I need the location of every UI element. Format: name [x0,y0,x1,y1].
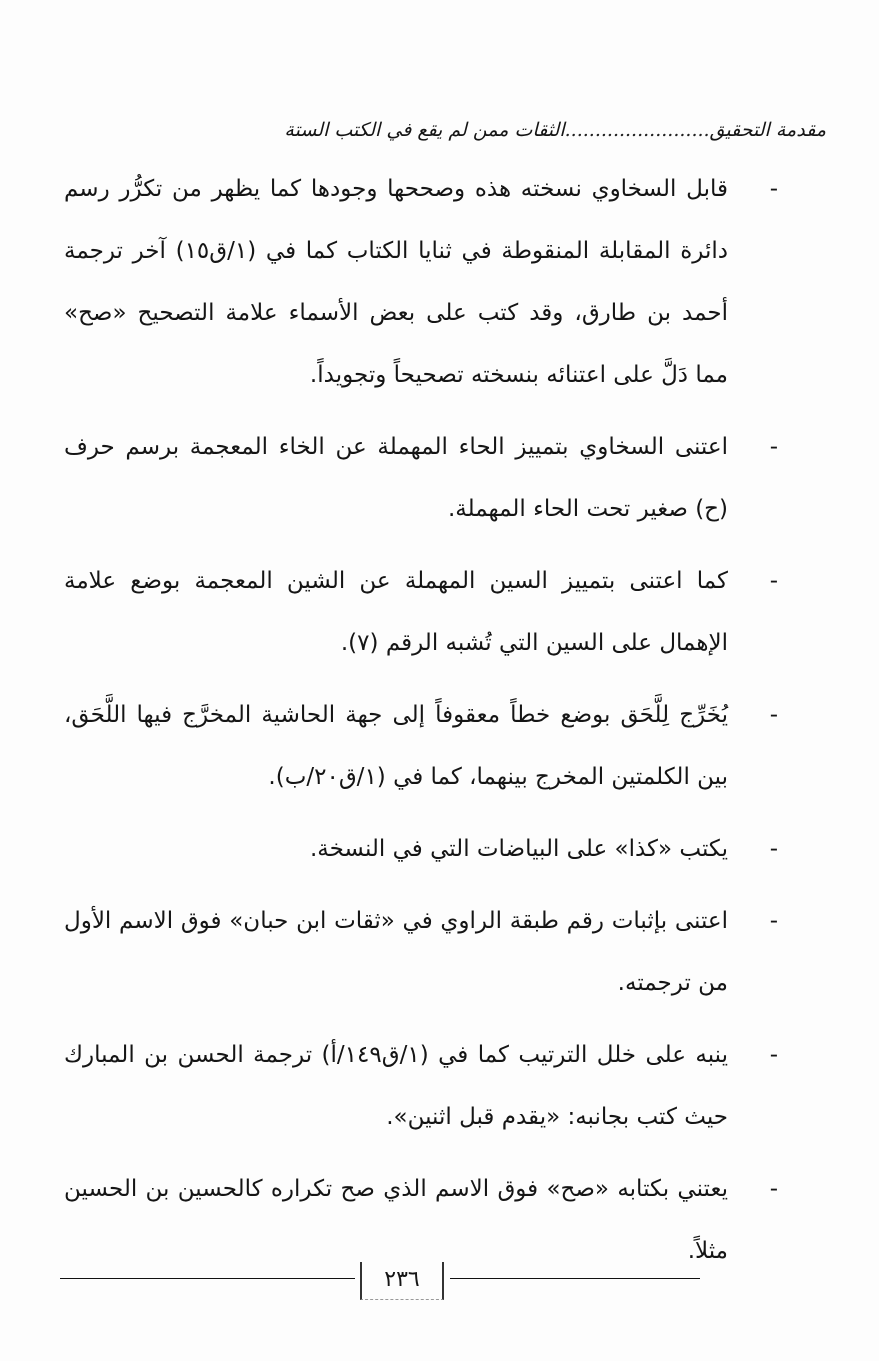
bullet-dash: - [769,568,778,594]
running-header [118,112,826,148]
bullet-list [64,158,778,1292]
list-item [64,890,778,1014]
header-chapter-title: مقدمة التحقيق [709,119,826,141]
list-item [64,1024,778,1148]
list-item-text: يعتني بكتابه «صح» فوق الاسم الذي صح تكراره كالحسين بن الحسين مثلاً. [64,1176,728,1264]
bullet-dash: - [769,836,778,862]
list-item-text: ينبه على خلل الترتيب كما في (١/ق١٤٩/أ) ترجمة الحسن بن المبارك حيث كتب بجانبه: «يقدم قبل اثنين». [64,1042,729,1130]
list-item-text: يُخَرِّج لِلَّحَق بوضع خطاً معقوفاً إلى جهة الحاشية المخرَّج فيها اللَّحَق، بين الكلمتين المخرج بينهما، كما في (١/ق٢٠/ب). [64,702,728,790]
bullet-dash: - [769,176,778,202]
list-item [64,550,778,674]
list-item [64,818,778,880]
list-item-text: اعتنى السخاوي بتمييز الحاء المهملة عن الخاء المعجمة برسم حرف (ح) صغير تحت الحاء المهملة. [64,434,728,522]
bullet-dash: - [769,1176,778,1202]
header-leader-dots: ........................ [564,119,710,141]
list-item-text: يكتب «كذا» على البياضات التي في النسخة. [309,836,728,862]
bullet-dash: - [769,908,778,934]
footer-rule-left [60,1278,355,1279]
header-book-title: الثقات ممن لم يقع في الكتب الستة [284,119,565,141]
list-item-text: اعتنى بإثبات رقم طبقة الراوي في «ثقات ابن حبان» فوق الاسم الأول من ترجمته. [64,908,728,996]
list-item-text: كما اعتنى بتمييز السين المهملة عن الشين المعجمة بوضع علامة الإهمال على السين التي تُشبه الرقم (٧). [64,568,728,656]
list-item [64,416,778,540]
footer-rule-right [450,1278,700,1279]
list-item-text: قابل السخاوي نسخته هذه وصححها وجودها كما يظهر من تكرُّر رسم دائرة المقابلة المنقوطة في ثنايا الكتاب كما في (١/ق١٥) آخر ترجمة أحمد بن طارق، وقد كتب على بعض الأسماء علامة التصحيح «صح» مما دَلَّ على اعتنائه بنسخته تصحيحاً وتجويداً. [64,176,728,388]
bullet-dash: - [769,702,778,728]
bullet-dash: - [769,1042,778,1068]
bullet-dash: - [769,434,778,460]
list-item [64,158,778,406]
list-item [64,684,778,808]
page-number: ٢٣٦ [384,1267,420,1292]
